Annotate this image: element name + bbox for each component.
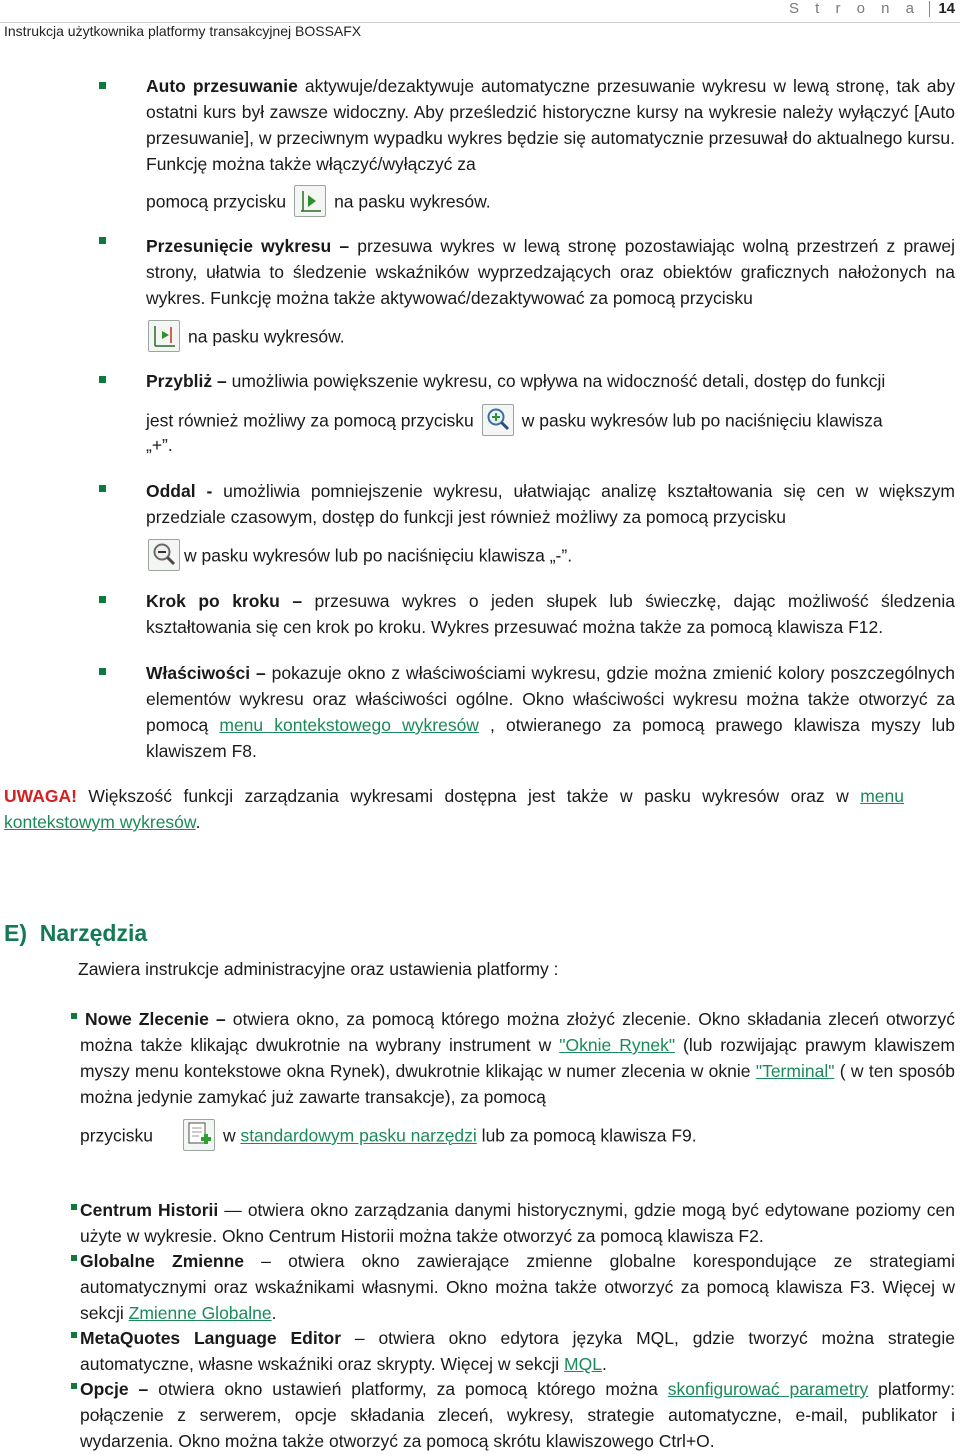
item-term: Oddal	[146, 481, 196, 501]
item-dash: –	[250, 663, 272, 683]
item-term: Globalne Zmienne	[80, 1251, 244, 1271]
item-text	[80, 1376, 955, 1454]
item-term: Centrum Historii	[80, 1200, 219, 1220]
item-body: pokazuje okno z właściwościami wykresu, gdzie można zmienić kolory poszczególnych elementów wykresu oraz właściwości ogólne. Okno właściwości wykresu można także otworzyć za pomocą	[146, 663, 955, 735]
item-dash: –	[341, 1328, 379, 1348]
mql-link[interactable]: MQL	[564, 1354, 602, 1374]
warning-text: Większość funkcji zarządzania wykresami dostępna jest także w pasku wykresów oraz w	[76, 786, 861, 806]
item-dash: -	[195, 481, 224, 501]
item-body: otwiera okno ustawień platformy, za pomocą którego można	[158, 1379, 668, 1399]
item-dash: –	[279, 591, 315, 611]
item-term: Krok po kroku	[146, 591, 280, 611]
item-body: przesuwa wykres w lewą stronę pozostawiając wolną przestrzeń z prawej strony, ułatwia to śledzenie wskaźników wyprzedzających oraz obiektów graficznych nałożonych na wykres. Funkcję można także aktywować/dezaktywować za pomocą przycisku	[146, 236, 956, 308]
bullet-icon	[71, 1013, 77, 1019]
item-term: Opcje	[80, 1379, 129, 1399]
configure-parameters-link[interactable]: skonfigurować parametry	[667, 1379, 869, 1399]
section-intro: Zawiera instrukcje administracyjne oraz ustawienia platformy :	[78, 959, 559, 979]
item-body: przycisku	[80, 1125, 153, 1146]
item-text	[146, 478, 955, 530]
item-term: Auto przesuwanie	[146, 76, 298, 96]
item-body: (lub rozwijając prawym klawiszem myszy menu kontekstowe okna Rynek), dwukrotnie klikając w numer zlecenia w oknie	[80, 1035, 956, 1081]
item-text-line	[146, 432, 346, 458]
item-text	[146, 233, 955, 311]
bullet-icon	[71, 1204, 77, 1210]
item-body: „+”.	[146, 435, 173, 455]
standard-toolbar-link[interactable]: standardowym pasku narzędzi	[240, 1125, 477, 1146]
item-body: lub za pomocą klawisza F9.	[476, 1125, 697, 1146]
item-body: platformy: połączenie z serwerem, opcje składania zleceń, wykresy, strategie automatyczne, e-mail, publikator i wydarzenia. Okno można także otworzyć za pomocą skrótu klawiszowego Ctrl+O.	[80, 1379, 955, 1451]
item-text	[80, 1197, 955, 1249]
item-body: otwiera okno, za pomocą którego można złożyć zlecenie. Okno składania zleceń otworzyć można także klikając dwukrotnie na wybrany instrument w	[80, 1009, 955, 1055]
market-window-link[interactable]: "Oknie Rynek"	[559, 1035, 676, 1055]
page-divider	[929, 1, 930, 17]
document-title: Instrukcja użytkownika platformy transakcyjnej BOSSAFX	[4, 23, 362, 39]
item-body: otwiera okno zarządzania danymi historycznymi, gdzie mogą być edytowane poziomy cen użyte w wykresie. Okno Centrum Historii można także otworzyć za pomocą klawisza F2.	[80, 1200, 955, 1246]
chart-shift-icon[interactable]	[148, 320, 180, 352]
item-text	[146, 588, 955, 640]
item-end: .	[601, 1354, 607, 1374]
bullet-icon	[71, 1255, 77, 1261]
item-body: przesuwa wykres o jeden słupek lub świeczkę, dając możliwość śledzenia kształtowania się cen krok po kroku. Wykres przesuwać można także za pomocą klawisza F12.	[146, 591, 955, 637]
bullet-icon	[99, 82, 106, 89]
bullet-icon	[99, 668, 106, 675]
item-body: umożliwia pomniejszenie wykresu, ułatwiając analizę kształtowania się cen w większym przedziale czasowym, dostęp do funkcji jest również możliwy za pomocą przycisku	[146, 481, 955, 527]
warning-end: .	[195, 812, 201, 832]
item-dash: —	[218, 1200, 248, 1220]
bullet-icon	[71, 1332, 77, 1338]
zoom-in-icon[interactable]	[482, 404, 514, 436]
item-dash: –	[331, 236, 358, 256]
bullet-icon	[99, 376, 106, 383]
bullet-icon	[99, 596, 106, 603]
context-menu-charts-link[interactable]: menu kontekstowym wykresów	[4, 786, 904, 832]
item-end: .	[271, 1303, 277, 1323]
header-rule	[0, 22, 960, 23]
item-text-line	[146, 187, 955, 219]
warning-label: UWAGA!	[4, 786, 77, 806]
item-body: otwiera okno edytora języka MQL, gdzie tworzyć można strategie automatyczne, własne wskaźniki oraz skrypty. Więcej w sekcji	[80, 1328, 956, 1374]
item-text-line	[140, 541, 940, 573]
item-term: MetaQuotes Language Editor	[80, 1328, 342, 1348]
page-header	[0, 0, 960, 44]
context-menu-link[interactable]: menu kontekstowego wykresów	[219, 715, 479, 735]
item-dash: –	[128, 1379, 159, 1399]
item-body: w pasku wykresów lub po naciśnięciu klawisza	[521, 410, 883, 431]
global-variables-link[interactable]: Zmienne Globalne	[128, 1303, 272, 1323]
item-text	[80, 1006, 955, 1110]
item-body: w	[222, 1125, 241, 1146]
item-body: , otwieranego za pomocą prawego klawisza myszy lub klawiszem F8.	[146, 715, 955, 761]
item-text-line	[140, 322, 740, 354]
item-text	[146, 660, 955, 764]
section-heading: E) Narzędzia	[4, 920, 148, 946]
page-label: S t r o n a	[788, 0, 920, 17]
item-body: na pasku wykresów.	[334, 191, 491, 212]
item-dash: –	[244, 1251, 289, 1271]
item-dash: –	[212, 371, 232, 391]
zoom-out-icon[interactable]	[148, 539, 180, 571]
item-body: w pasku wykresów lub po naciśnięciu klawisza „-”.	[184, 545, 573, 566]
item-term: Przesunięcie wykresu	[146, 236, 332, 256]
page-number: 14	[938, 0, 955, 17]
item-body: jest również możliwy za pomocą przycisku	[146, 410, 474, 431]
item-body: umożliwia powiększenie wykresu, co wpływa na widoczność detali, dostęp do funkcji	[231, 371, 886, 391]
item-body: aktywuje/dezaktywuje automatyczne przesuwanie wykresu w lewą stronę, tak aby ostatni kurs był zawsze widoczny. Aby prześledzić historyczne kursy na wykresie należy wyłączyć [Auto przesuwanie], w przeciwnym wypadku wykres będzie się automatycznie przesuwał do aktualnego kursu. Funkcję można także włączyć/wyłączyć za	[146, 76, 955, 174]
item-text	[80, 1325, 955, 1377]
bullet-icon	[71, 1383, 77, 1389]
item-body: ( w ten sposób można jedynie zamykać już zawarte transakcje), za pomocą	[80, 1061, 955, 1107]
terminal-link[interactable]: "Terminal"	[755, 1061, 835, 1081]
item-text	[146, 73, 955, 177]
warning-note	[4, 783, 904, 835]
item-dash: –	[208, 1009, 233, 1029]
bullet-icon	[99, 485, 106, 492]
item-text	[146, 368, 955, 394]
item-term: Przybliż	[146, 371, 213, 391]
bullet-icon	[99, 237, 106, 244]
item-term: Właściwości	[146, 663, 251, 683]
item-body: na pasku wykresów.	[188, 326, 345, 347]
item-body: otwiera okno zawierające zmienne globalne korespondujące ze strategiami automatycznymi oraz wskaźnikami własnymi. Okno można także otworzyć za pomocą klawisza F3. Więcej w sekcji	[80, 1251, 955, 1323]
item-text-line	[80, 1121, 955, 1153]
item-term: Nowe Zlecenie	[85, 1009, 209, 1029]
item-body: pomocą przycisku	[146, 191, 287, 212]
new-order-icon[interactable]	[183, 1119, 215, 1151]
item-text	[80, 1248, 955, 1326]
auto-scroll-icon[interactable]	[294, 185, 326, 217]
